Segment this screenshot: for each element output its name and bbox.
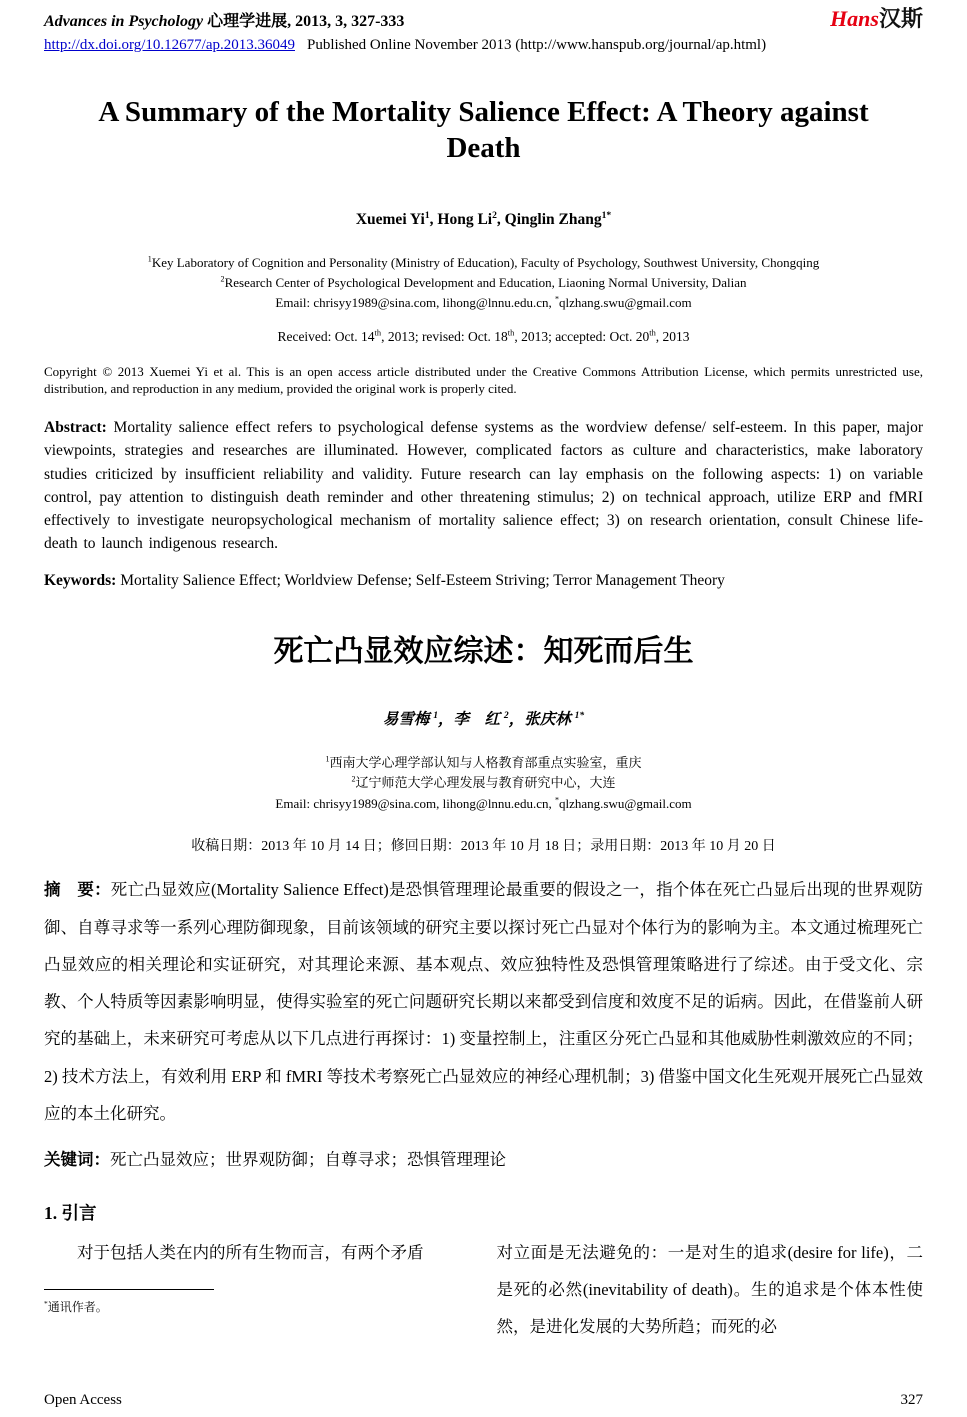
affiliation-line-cn [44, 773, 923, 794]
author-affiliation-mark: 1 [433, 709, 438, 721]
article-title-cn: 死亡凸显效应综述：知死而后生 [273, 634, 694, 668]
intro-paragraph-left: 对于包括人类在内的所有生物而言，有两个矛盾 [77, 1243, 424, 1263]
left-column [44, 1200, 471, 1345]
journal-name-en: Advances in Psychology [44, 13, 204, 30]
author-affiliation-mark: 2 [492, 209, 497, 221]
article-title-en: A Summary of the Mortality Salience Effect: A Theory against Death [98, 96, 869, 165]
received-text: , 2013 [655, 328, 690, 344]
abstract-text-cn: 死亡凸显效应(Mortality Salience Effect)是恐惧管理理论最重要的假设之一，指个体在死亡凸显后出现的世界观防御、自尊寻求等一系列心理防御现象，目前该领域的研究主要以探讨死亡凸显对个体行为的影响为主。本文通过梳理死亡凸显效应的相关理论和实证研究，对其理论来源、基本观点、效应独特性及恐惧管理策略进行了综述。由于受文化、宗教、个人特质等因素影响明显，使得实验室的死亡问题研究长期以来都受到信度和效度不足的诟病。因此，在借鉴前人研究的基础上，未来研究可考虑从以下几点进行再探讨：1) 变量控制上，注重区分死亡凸显和其他威胁性刺激效应的不同；2) 技术方法上，有效利用 ERP 和 fMRI 等技术考察死亡凸显效应的神经心理机制；3) 借鉴中国文化生死观开展死亡凸显效应的本土化研究。 [44, 879, 923, 1123]
author-name-cn: ，张庆林 [508, 710, 575, 728]
page-footer [44, 1392, 923, 1409]
authors-cn [44, 707, 923, 729]
email-text: qlzhang.swu@gmail.com [559, 796, 692, 812]
doi-link[interactable]: http://dx.doi.org/10.12677/ap.2013.36049 [44, 37, 295, 53]
affiliation-line-cn [44, 753, 923, 774]
author-name: Xuemei Yi [355, 210, 425, 228]
author-name: , Qinglin Zhang [496, 210, 602, 228]
affiliation-text: Research Center of Psychological Development and Education, Liaoning Normal University, Dalian [224, 274, 747, 290]
doi-line [44, 37, 766, 54]
author-affiliation-mark: 1 [424, 209, 430, 221]
email-text: Email: chrisyy1989@sina.com, lihong@lnnu.edu.cn, [275, 796, 555, 812]
corresponding-author-mark: * [554, 294, 560, 304]
abstract-en [44, 416, 923, 556]
author-name-cn: 易雪梅 [382, 710, 434, 728]
journal-header [44, 8, 923, 54]
footnote-label: 通讯作者。 [47, 1300, 108, 1315]
two-column-body [44, 1200, 923, 1345]
keywords-en [44, 572, 923, 590]
affiliation-mark: 2 [351, 774, 356, 784]
received-text: , 2013; revised: Oct. 18 [381, 328, 508, 344]
right-column [497, 1200, 924, 1345]
author-name-cn: ，李 红 [438, 710, 504, 728]
keywords-text-en: Mortality Salience Effect; Worldview Defense; Self-Esteem Striving; Terror Management Theory [116, 571, 725, 589]
keywords-label-en: Keywords: [44, 571, 117, 589]
affiliation-text-cn: 西南大学心理学部认知与人格教育部重点实验室，重庆 [329, 754, 642, 770]
received-text: , 2013; accepted: Oct. 20 [514, 328, 650, 344]
email-line-cn [44, 794, 923, 815]
ordinal-sup: th [374, 328, 382, 338]
email-text: Email: chrisyy1989@sina.com, lihong@lnnu.edu.cn, [275, 294, 555, 310]
affiliation-mark: 1 [147, 254, 152, 264]
affiliation-line [44, 253, 923, 273]
intro-paragraph-right: 对立面是无法避免的：一是对生的追求(desire for life)，二是死的必然(inevitability of death)。生的追求是个体本性使然，是进化发展的大势所趋；而死的必 [496, 1242, 923, 1337]
received-line-cn: 收稿日期：2013 年 10 月 14 日；修回日期：2013 年 10 月 18 日；录用日期：2013 年 10 月 20 日 [191, 838, 776, 854]
journal-info [44, 8, 766, 54]
footnote-mark: * [44, 1299, 48, 1309]
footnote-text [44, 1300, 108, 1314]
authors-en [44, 211, 923, 229]
abstract-text-en: Mortality salience effect refers to psychological defense systems as the wordview defense/ self-esteem. In this paper, major viewpoints, strategies and researches are illuminated. However, complicated factors as culture and characteristics, make laboratory studies criticized by insufficient reliability and validity. Future research can lay emphasis on the following aspects: 1) on variable control, pay attention to distinguish death reminder and other threatening stimulus; 2) on technical approach, utilize ERP and fMRI effectively to investigate neuropsychological mechanism of mortality salience effect; 3) on research orientation, consult Chinese life-death to launch indigenous research. [44, 419, 924, 553]
abstract-label-en: Abstract: [44, 419, 107, 437]
received-text: Received: Oct. 14 [277, 328, 375, 344]
section-1-heading: 1. 引言 [44, 1202, 97, 1223]
footnote [44, 1289, 471, 1321]
email-line [44, 293, 923, 313]
affiliations-en [44, 253, 923, 313]
journal-issue-info: 心理学进展, 2013, 3, 327-333 [203, 13, 405, 30]
affiliation-line [44, 273, 923, 293]
footnote-divider [44, 1289, 214, 1290]
keywords-label-cn: 关键词： [44, 1150, 110, 1169]
open-access-label: Open Access [44, 1392, 122, 1408]
author-affiliation-mark: 1* [601, 209, 612, 221]
page-number: 327 [900, 1392, 923, 1408]
hans-logo-en-text: Hans [830, 6, 879, 31]
affiliation-text-cn: 辽宁师范大学心理发展与教育研究中心，大连 [355, 775, 616, 791]
received-line-en [44, 329, 923, 345]
hans-publisher-logo [830, 8, 923, 30]
affiliation-mark: 1 [325, 754, 330, 764]
copyright-notice: Copyright © 2013 Xuemei Yi et al. This is an open access article distributed under the Creative Commons Attribution License, which permits unrestricted use, distribution, and reproduction in any medium, provided the original work is properly cited. [44, 363, 923, 397]
author-affiliation-mark: 2 [503, 709, 509, 721]
author-name: , Hong Li [429, 210, 493, 228]
hans-logo-cn-text: 汉斯 [878, 6, 923, 31]
journal-title-line [44, 8, 766, 31]
affiliation-mark: 2 [220, 274, 225, 284]
keywords-text-cn: 死亡凸显效应；世界观防御；自尊寻求；恐惧管理理论 [110, 1149, 506, 1169]
affiliation-text: Key Laboratory of Cognition and Personality (Ministry of Education), Faculty of Psychology, Southwest University, Chongqing [151, 254, 820, 270]
author-affiliation-mark: 1* [574, 709, 585, 721]
corresponding-author-mark: * [554, 795, 560, 805]
abstract-label-cn: 摘 要： [44, 880, 111, 899]
affiliations-cn [44, 753, 923, 815]
ordinal-sup: th [507, 328, 515, 338]
ordinal-sup: th [649, 328, 656, 338]
email-text: qlzhang.swu@gmail.com [559, 294, 692, 310]
abstract-cn [44, 871, 923, 1132]
keywords-cn [44, 1146, 923, 1170]
published-info: Published Online November 2013 (http://www.hanspub.org/journal/ap.html) [306, 37, 767, 53]
